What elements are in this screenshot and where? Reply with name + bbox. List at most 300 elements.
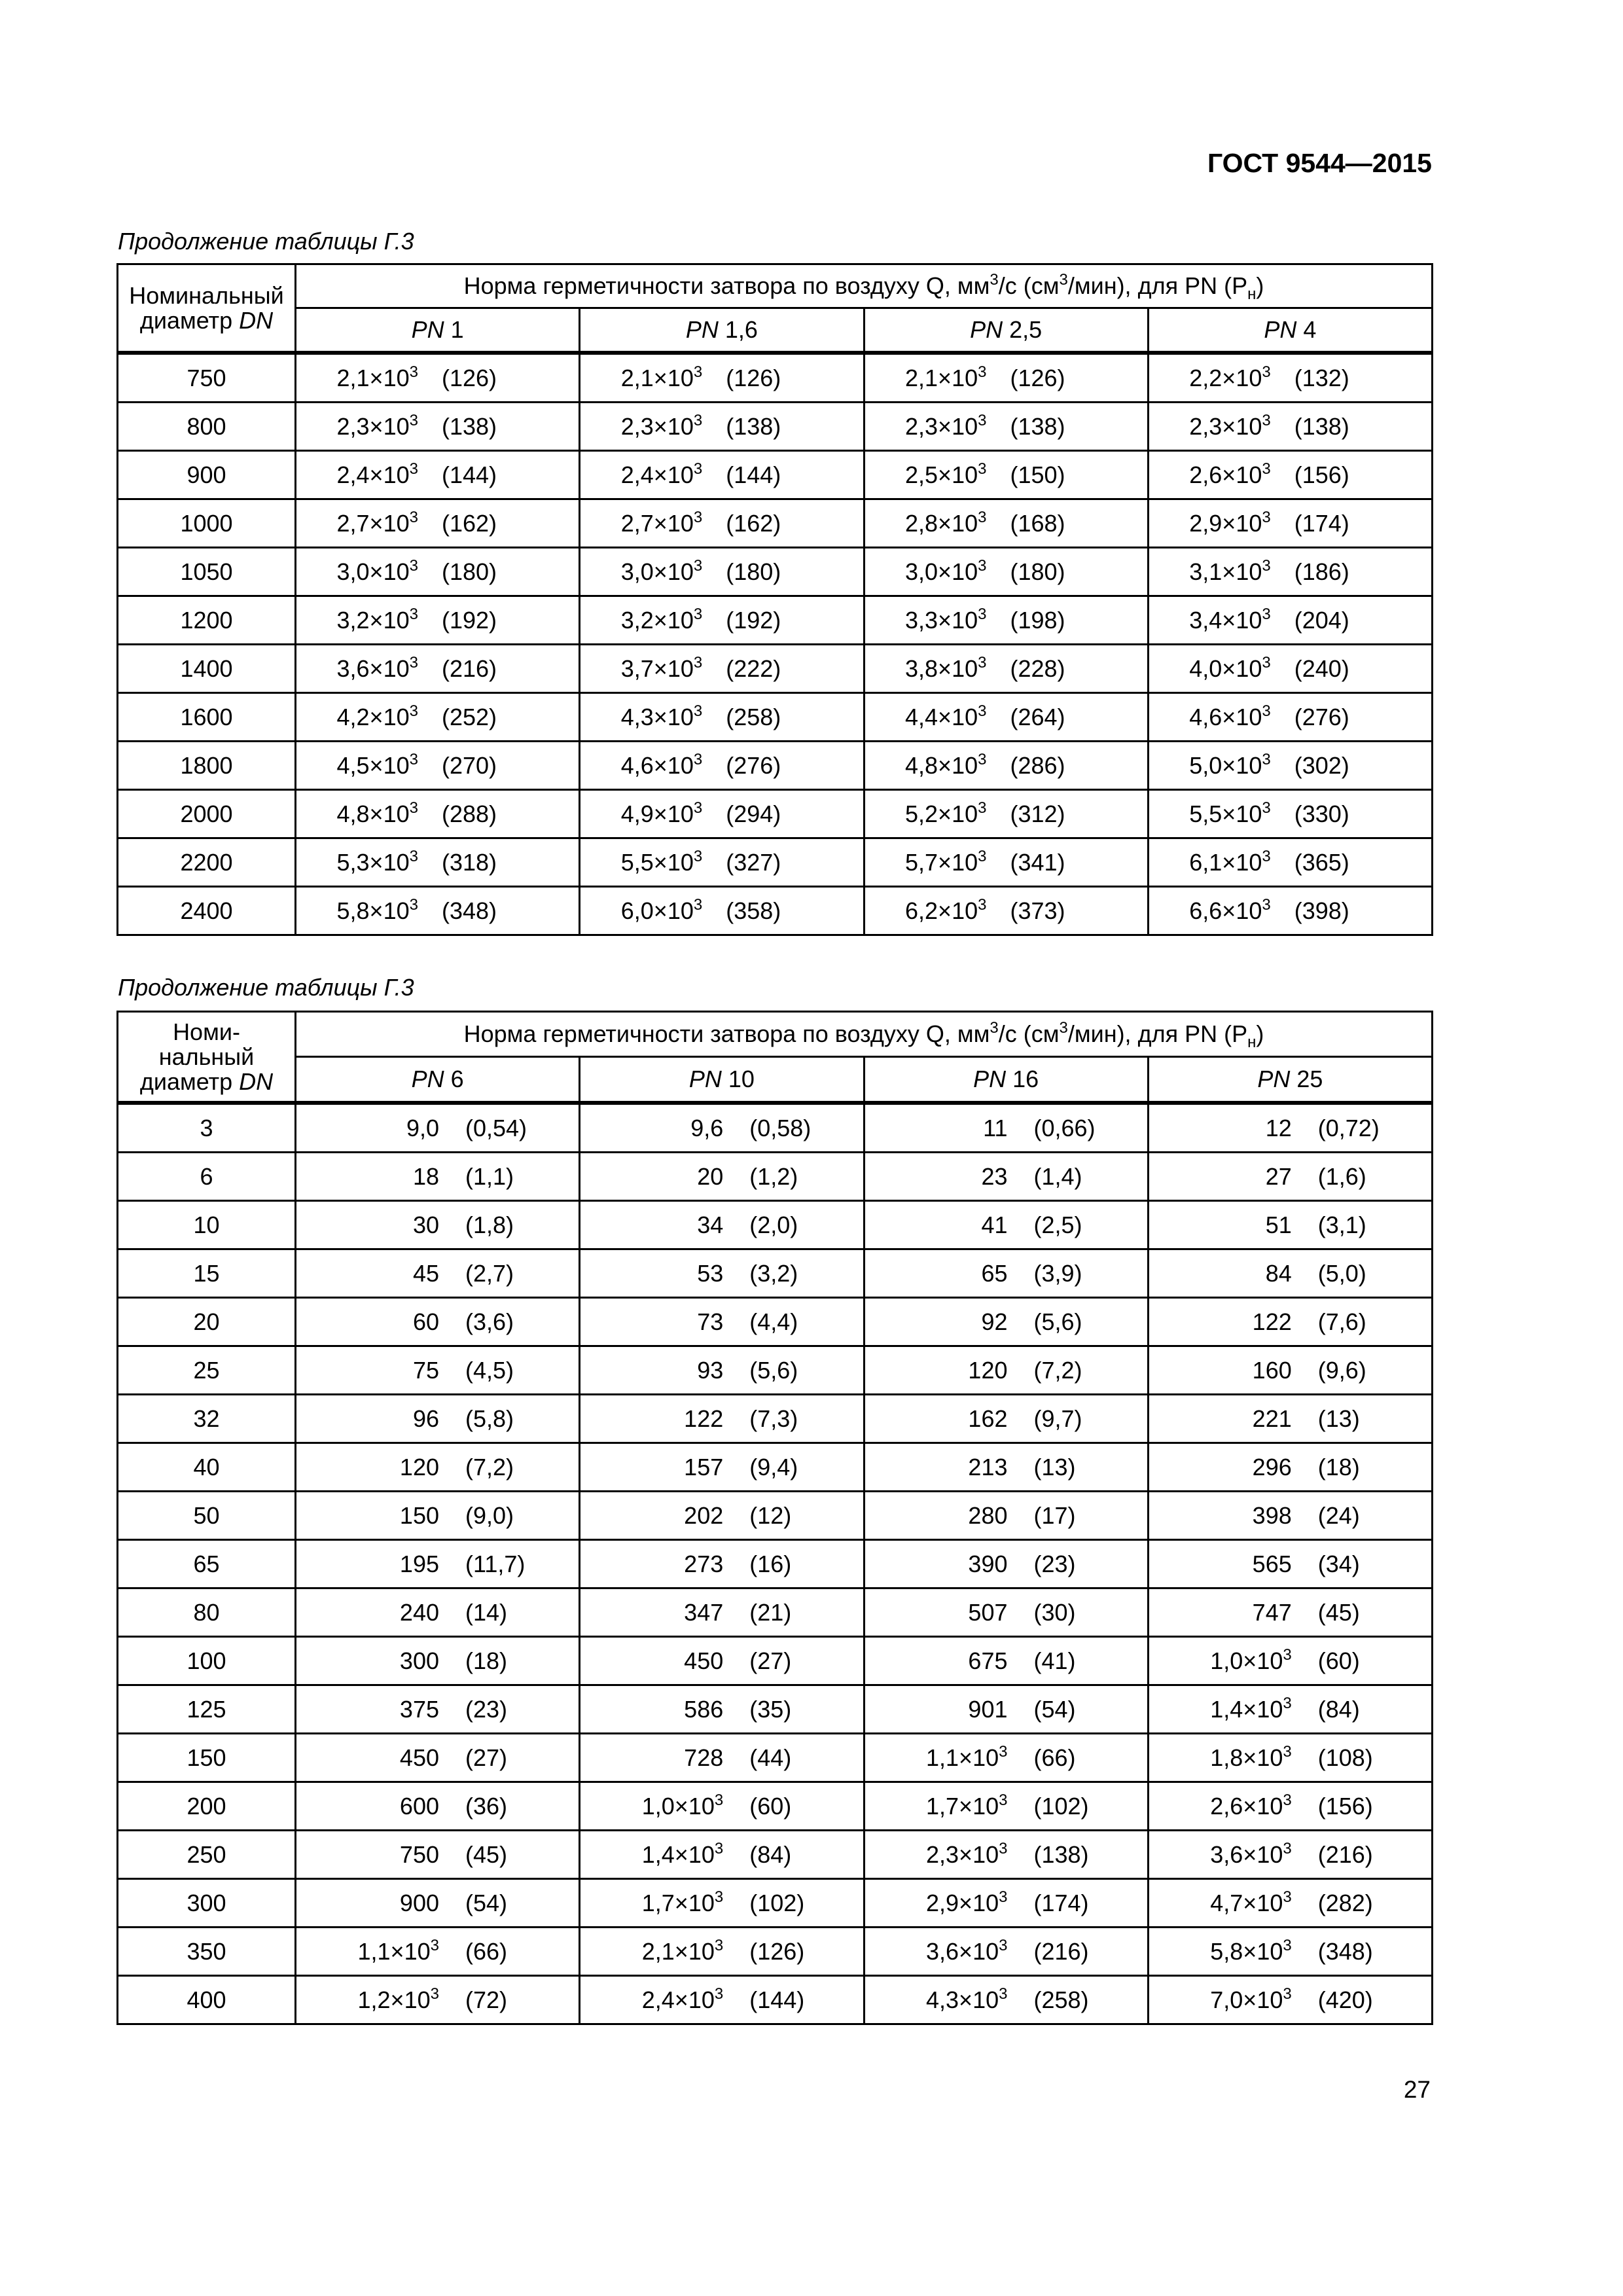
leak-rate-cell [1148, 1492, 1432, 1540]
leak-rate-value [865, 1928, 1147, 1975]
q-mm3-per-s: $3,1\times 10^3$ [1189, 556, 1271, 585]
q-cm3-per-min: (162) [442, 509, 497, 537]
q-cm3-per-min: (45) [1317, 1598, 1360, 1626]
q-cm3-per-min: (156) [1317, 1792, 1373, 1820]
q-mm3-per-s: 728 [684, 1744, 724, 1771]
table-row [118, 887, 1433, 935]
q-cm3-per-min: (240) [1294, 655, 1349, 682]
exponent: 3 [693, 895, 703, 914]
exponent: 3 [1283, 1742, 1292, 1761]
leak-rate-value [865, 1686, 1147, 1732]
q-mm3-per-s: $1,0\times 10^3$ [1210, 1645, 1292, 1674]
q-mm3-per-s: 160 [1252, 1356, 1292, 1384]
q-cm3-per-min: (3,9) [1033, 1259, 1082, 1287]
dn-cell: 32 [118, 1395, 296, 1443]
q-mm3-per-s: $6,6\times 10^3$ [1189, 895, 1271, 924]
leak-rate-cell [580, 596, 864, 645]
leak-rate-cell [580, 1153, 864, 1201]
q-mm3-per-s: $1,4\times 10^3$ [1210, 1694, 1292, 1723]
q-mm3-per-s: 273 [684, 1550, 724, 1577]
leak-rate-cell [580, 1540, 864, 1588]
q-mm3-per-s: $3,0\times 10^3$ [336, 556, 418, 585]
leak-rate-value [1149, 1202, 1431, 1248]
q-cm3-per-min: (138) [726, 412, 781, 440]
q-cm3-per-min: (138) [442, 412, 497, 440]
leak-rate-cell [1148, 790, 1432, 838]
leak-rate-cell [864, 1298, 1148, 1346]
exponent: 3 [693, 653, 703, 672]
leak-rate-cell [1148, 1346, 1432, 1395]
q-cm3-per-min: (282) [1317, 1889, 1373, 1916]
leak-rate-cell [864, 1831, 1148, 1879]
exponent: 3 [1262, 363, 1271, 381]
q-cm3-per-min: (84) [749, 1840, 792, 1868]
q-mm3-per-s: 41 [981, 1211, 1008, 1238]
table-row [118, 353, 1433, 403]
pn-label: PN [411, 316, 444, 343]
exponent: 3 [1262, 508, 1271, 526]
leak-rate-value [865, 1638, 1147, 1684]
leak-rate-value [296, 597, 579, 643]
leak-rate-cell [864, 693, 1148, 742]
leak-rate-cell [864, 838, 1148, 887]
q-cm3-per-min: (144) [726, 461, 781, 488]
q-cm3-per-min: (5,0) [1317, 1259, 1366, 1287]
q-mm3-per-s: $4,3\times 10^3$ [620, 702, 703, 730]
q-mm3-per-s: $2,1\times 10^3$ [905, 363, 987, 391]
q-cm3-per-min: (9,4) [749, 1453, 798, 1480]
leak-rate-value [865, 1734, 1147, 1781]
q-mm3-per-s: $2,5\times 10^3$ [905, 459, 987, 488]
leak-rate-value [1149, 1977, 1431, 2023]
q-mm3-per-s: 450 [399, 1744, 439, 1771]
leak-rate-table-1 [116, 263, 1433, 936]
q-mm3-per-s: 901 [968, 1695, 1008, 1723]
leak-rate-value [865, 548, 1147, 595]
leak-rate-cell [296, 1153, 580, 1201]
exponent: 3 [693, 556, 703, 575]
q-mm3-per-s: 65 [981, 1259, 1008, 1287]
leak-rate-value [296, 1977, 579, 2023]
leak-rate-value [580, 1880, 863, 1926]
q-cm3-per-min: (302) [1294, 751, 1349, 779]
q-cm3-per-min: (180) [442, 558, 497, 585]
q-cm3-per-min: (34) [1317, 1550, 1360, 1577]
leak-rate-cell [296, 1879, 580, 1928]
q-cm3-per-min: (204) [1294, 606, 1349, 634]
dn-cell: 1800 [118, 742, 296, 790]
exponent: 3 [693, 605, 703, 623]
exponent: 3 [409, 556, 418, 575]
exponent: 3 [409, 895, 418, 914]
leak-rate-cell [580, 742, 864, 790]
leak-rate-cell [1148, 1734, 1432, 1782]
leak-rate-value [580, 1783, 863, 1829]
leak-rate-cell [580, 1249, 864, 1298]
q-cm3-per-min: (186) [1294, 558, 1349, 585]
header-sub: н [1247, 285, 1257, 303]
leak-rate-cell [296, 1249, 580, 1298]
dn-cell: 250 [118, 1831, 296, 1879]
q-cm3-per-min: (66) [1033, 1744, 1076, 1771]
exponent: 3 [693, 750, 703, 768]
leak-rate-value [865, 1783, 1147, 1829]
exponent: 3 [693, 702, 703, 720]
leak-rate-cell [1148, 838, 1432, 887]
exponent: 3 [978, 653, 987, 672]
exponent: 3 [978, 363, 987, 381]
leak-rate-value [580, 888, 863, 934]
leak-rate-cell [580, 1103, 864, 1153]
q-cm3-per-min: (1,4) [1033, 1162, 1082, 1190]
leak-rate-cell [580, 645, 864, 693]
pn-label: PN [970, 316, 1003, 343]
table-caption: Продолжение таблицы Г.3 [118, 228, 414, 255]
q-cm3-per-min: (330) [1294, 800, 1349, 827]
leak-rate-value [580, 1492, 863, 1539]
leak-rate-cell [1148, 499, 1432, 548]
table-row [118, 742, 1433, 790]
table-row [118, 548, 1433, 596]
dn-symbol: DN [239, 306, 274, 334]
q-cm3-per-min: (54) [1033, 1695, 1076, 1723]
leak-rate-cell [1148, 645, 1432, 693]
q-mm3-per-s: 390 [968, 1550, 1008, 1577]
leak-rate-cell [580, 1976, 864, 2024]
leak-rate-value [580, 1734, 863, 1781]
q-mm3-per-s: 300 [399, 1647, 439, 1674]
pn-header-row [118, 1057, 1433, 1103]
q-mm3-per-s: $2,1\times 10^3$ [336, 363, 418, 391]
leak-rate-cell [864, 403, 1148, 451]
table-row [118, 790, 1433, 838]
q-cm3-per-min: (174) [1294, 509, 1349, 537]
leak-rate-cell [864, 790, 1148, 838]
exponent: 3 [409, 605, 418, 623]
exponent: 3 [978, 605, 987, 623]
leak-rate-cell [1148, 1637, 1432, 1685]
leak-rate-value [580, 597, 863, 643]
leak-rate-cell [296, 403, 580, 451]
exponent: 3 [1262, 605, 1271, 623]
leak-rate-cell [580, 403, 864, 451]
q-cm3-per-min: (348) [1317, 1937, 1373, 1965]
leak-rate-cell [580, 693, 864, 742]
q-mm3-per-s: 93 [697, 1356, 724, 1384]
q-mm3-per-s: $4,8\times 10^3$ [336, 798, 418, 827]
leak-rate-value [1149, 548, 1431, 595]
table-row [118, 1395, 1433, 1443]
leak-rate-value [1149, 1347, 1431, 1393]
leak-rate-cell [296, 1492, 580, 1540]
q-mm3-per-s: 565 [1252, 1550, 1292, 1577]
q-cm3-per-min: (156) [1294, 461, 1349, 488]
leak-rate-value [1149, 1928, 1431, 1975]
exponent: 3 [409, 363, 418, 381]
leak-rate-value [580, 355, 863, 401]
pn-column-header [1148, 308, 1432, 353]
header-sup: 3 [990, 1019, 999, 1037]
q-cm3-per-min: (7,3) [749, 1405, 798, 1432]
q-cm3-per-min: (9,6) [1317, 1356, 1366, 1384]
q-mm3-per-s: $3,6\times 10^3$ [336, 653, 418, 682]
table-row [118, 451, 1433, 499]
table-row [118, 1249, 1433, 1298]
leak-rate-value [865, 839, 1147, 886]
q-cm3-per-min: (126) [442, 364, 497, 391]
leak-rate-cell [296, 693, 580, 742]
dn-cell: 400 [118, 1976, 296, 2024]
q-mm3-per-s: $2,3\times 10^3$ [336, 411, 418, 440]
q-cm3-per-min: (14) [465, 1598, 508, 1626]
exponent: 3 [1262, 750, 1271, 768]
leak-rate-value [865, 1153, 1147, 1200]
leak-rate-value [296, 742, 579, 789]
dn-cell: 200 [118, 1782, 296, 1831]
exponent: 3 [978, 556, 987, 575]
leak-rate-value [296, 1783, 579, 1829]
leak-rate-cell [1148, 548, 1432, 596]
leak-rate-value [865, 1105, 1147, 1151]
leak-rate-cell [864, 1637, 1148, 1685]
exponent: 3 [978, 702, 987, 720]
leak-rate-cell [864, 1443, 1148, 1492]
leak-rate-cell [580, 353, 864, 403]
leak-rate-value [296, 548, 579, 595]
q-mm3-per-s: $6,0\times 10^3$ [620, 895, 703, 924]
leak-rate-value [865, 355, 1147, 401]
header-sup: 3 [1059, 271, 1068, 289]
leak-rate-value [1149, 742, 1431, 789]
leak-rate-cell [296, 1928, 580, 1976]
table-row [118, 1782, 1433, 1831]
q-cm3-per-min: (198) [1010, 606, 1065, 634]
leak-rate-cell [864, 1201, 1148, 1249]
exponent: 3 [409, 750, 418, 768]
pn-column-header [296, 1057, 580, 1103]
leak-rate-value [865, 1880, 1147, 1926]
dn-cell: 50 [118, 1492, 296, 1540]
document-code: ГОСТ 9544—2015 [1207, 148, 1432, 178]
q-cm3-per-min: (258) [726, 703, 781, 730]
leak-rate-cell [1148, 887, 1432, 935]
leak-rate-value [1149, 1541, 1431, 1587]
leak-rate-cell [1148, 1153, 1432, 1201]
leak-rate-cell [1148, 742, 1432, 790]
q-cm3-per-min: (1,1) [465, 1162, 514, 1190]
exponent: 3 [1262, 895, 1271, 914]
leak-rate-cell [580, 1443, 864, 1492]
q-mm3-per-s: $2,3\times 10^3$ [1189, 411, 1271, 440]
q-mm3-per-s: $4,5\times 10^3$ [336, 750, 418, 779]
q-mm3-per-s: 600 [399, 1792, 439, 1820]
leak-rate-cell [1148, 1976, 1432, 2024]
leak-rate-cell [296, 548, 580, 596]
leak-rate-value [580, 1831, 863, 1878]
q-cm3-per-min: (192) [442, 606, 497, 634]
leak-rate-value [296, 839, 579, 886]
q-cm3-per-min: (1,6) [1317, 1162, 1366, 1190]
exponent: 3 [409, 798, 418, 817]
leak-rate-value [865, 694, 1147, 740]
leak-rate-cell [580, 1637, 864, 1685]
leak-rate-value [865, 1831, 1147, 1878]
q-cm3-per-min: (4,5) [465, 1356, 514, 1384]
q-cm3-per-min: (45) [465, 1840, 508, 1868]
dn-cell: 6 [118, 1153, 296, 1201]
pn-label: PN [688, 1066, 722, 1092]
leak-rate-cell [864, 1879, 1148, 1928]
q-cm3-per-min: (144) [442, 461, 497, 488]
exponent: 3 [1283, 1694, 1292, 1712]
q-cm3-per-min: (150) [1010, 461, 1065, 488]
q-mm3-per-s: 9,6 [690, 1114, 724, 1141]
q-mm3-per-s: $3,2\times 10^3$ [620, 605, 703, 634]
leak-norm-header [296, 1012, 1433, 1057]
q-mm3-per-s: 221 [1252, 1405, 1292, 1432]
q-cm3-per-min: (222) [726, 655, 781, 682]
exponent: 3 [999, 1791, 1008, 1809]
leak-rate-cell [864, 1395, 1148, 1443]
leak-rate-value [296, 1444, 579, 1490]
q-cm3-per-min: (3,2) [749, 1259, 798, 1287]
leak-rate-cell [1148, 1831, 1432, 1879]
q-cm3-per-min: (18) [1317, 1453, 1360, 1480]
q-cm3-per-min: (398) [1294, 897, 1349, 924]
pn-value: 25 [1290, 1066, 1323, 1092]
leak-rate-value [580, 1589, 863, 1636]
q-cm3-per-min: (5,6) [1033, 1308, 1082, 1335]
q-mm3-per-s: $2,2\times 10^3$ [1189, 363, 1271, 391]
q-cm3-per-min: (16) [749, 1550, 792, 1577]
leak-rate-value [580, 1250, 863, 1297]
q-cm3-per-min: (35) [749, 1695, 792, 1723]
exponent: 3 [409, 847, 418, 865]
leak-rate-cell [296, 1588, 580, 1637]
pn-value: 1,6 [718, 316, 758, 343]
q-mm3-per-s: $3,7\times 10^3$ [620, 653, 703, 682]
q-cm3-per-min: (66) [465, 1937, 508, 1965]
leak-rate-cell [864, 1976, 1148, 2024]
q-mm3-per-s: 280 [968, 1501, 1008, 1529]
q-mm3-per-s: $1,1\times 10^3$ [357, 1936, 439, 1965]
pn-column-header [1148, 1057, 1432, 1103]
q-cm3-per-min: (13) [1033, 1453, 1076, 1480]
exponent: 3 [1262, 411, 1271, 429]
q-cm3-per-min: (228) [1010, 655, 1065, 682]
exponent: 3 [430, 1936, 439, 1954]
q-mm3-per-s: 9,0 [406, 1114, 439, 1141]
q-mm3-per-s: 18 [412, 1162, 439, 1190]
leak-rate-cell [296, 499, 580, 548]
leak-rate-value [1149, 403, 1431, 450]
q-mm3-per-s: $4,6\times 10^3$ [1189, 702, 1271, 730]
q-mm3-per-s: $2,6\times 10^3$ [1210, 1791, 1292, 1820]
q-cm3-per-min: (138) [1294, 412, 1349, 440]
dn-column-header [118, 1012, 296, 1103]
page-number: 27 [1403, 2076, 1431, 2103]
exponent: 3 [409, 702, 418, 720]
q-mm3-per-s: 195 [399, 1550, 439, 1577]
leak-rate-value [580, 1153, 863, 1200]
exponent: 3 [693, 363, 703, 381]
header-text: ) [1256, 272, 1264, 299]
q-cm3-per-min: (2,7) [465, 1259, 514, 1287]
leak-rate-value [1149, 1880, 1431, 1926]
q-cm3-per-min: (138) [1010, 412, 1065, 440]
q-mm3-per-s: 11 [983, 1114, 1008, 1141]
exponent: 3 [999, 1936, 1008, 1954]
q-mm3-per-s: $5,7\times 10^3$ [905, 847, 987, 876]
q-cm3-per-min: (13) [1317, 1405, 1360, 1432]
leak-rate-value [865, 742, 1147, 789]
exponent: 3 [693, 847, 703, 865]
leak-rate-value [296, 1589, 579, 1636]
table-row [118, 1976, 1433, 2024]
q-mm3-per-s: 450 [684, 1647, 724, 1674]
q-cm3-per-min: (373) [1010, 897, 1065, 924]
dn-cell: 2400 [118, 887, 296, 935]
leak-rate-value [1149, 1105, 1431, 1151]
table-row [118, 1103, 1433, 1153]
leak-rate-value [580, 1638, 863, 1684]
q-cm3-per-min: (27) [749, 1647, 792, 1674]
table-row [118, 1201, 1433, 1249]
q-mm3-per-s: 92 [981, 1308, 1008, 1335]
leak-rate-cell [1148, 451, 1432, 499]
leak-rate-value [580, 1202, 863, 1248]
leak-rate-value [865, 1347, 1147, 1393]
leak-rate-value [865, 1977, 1147, 2023]
leak-rate-cell [296, 1298, 580, 1346]
dn-symbol: DN [239, 1067, 274, 1095]
header-text: /мин), для PN (P [1067, 272, 1248, 299]
leak-rate-value [580, 1444, 863, 1490]
leak-rate-cell [296, 596, 580, 645]
q-mm3-per-s: $3,6\times 10^3$ [1210, 1839, 1292, 1868]
exponent: 3 [693, 798, 703, 817]
pn-header-row [118, 308, 1433, 353]
q-cm3-per-min: (17) [1033, 1501, 1076, 1529]
q-mm3-per-s: $4,0\times 10^3$ [1189, 653, 1271, 682]
dn-cell: 2000 [118, 790, 296, 838]
exponent: 3 [1262, 653, 1271, 672]
q-cm3-per-min: (216) [442, 655, 497, 682]
pn-value: 2,5 [1003, 316, 1043, 343]
leak-rate-value [296, 403, 579, 450]
leak-rate-cell [580, 838, 864, 887]
leak-rate-value [1149, 452, 1431, 498]
q-mm3-per-s: $2,1\times 10^3$ [620, 363, 703, 391]
q-mm3-per-s: 202 [684, 1501, 724, 1529]
q-cm3-per-min: (18) [465, 1647, 508, 1674]
leak-rate-value [1149, 1638, 1431, 1684]
dn-cell: 800 [118, 403, 296, 451]
table-row [118, 1443, 1433, 1492]
q-mm3-per-s: $4,6\times 10^3$ [620, 750, 703, 779]
q-cm3-per-min: (21) [749, 1598, 792, 1626]
leak-rate-value [296, 1202, 579, 1248]
leak-rate-cell [296, 742, 580, 790]
exponent: 3 [714, 1984, 724, 2003]
leak-rate-value [296, 1541, 579, 1587]
leak-rate-value [865, 1395, 1147, 1442]
q-cm3-per-min: (30) [1033, 1598, 1076, 1626]
leak-rate-cell [580, 1879, 864, 1928]
q-mm3-per-s: $2,7\times 10^3$ [336, 508, 418, 537]
q-cm3-per-min: (132) [1294, 364, 1349, 391]
leak-rate-value [1149, 839, 1431, 886]
